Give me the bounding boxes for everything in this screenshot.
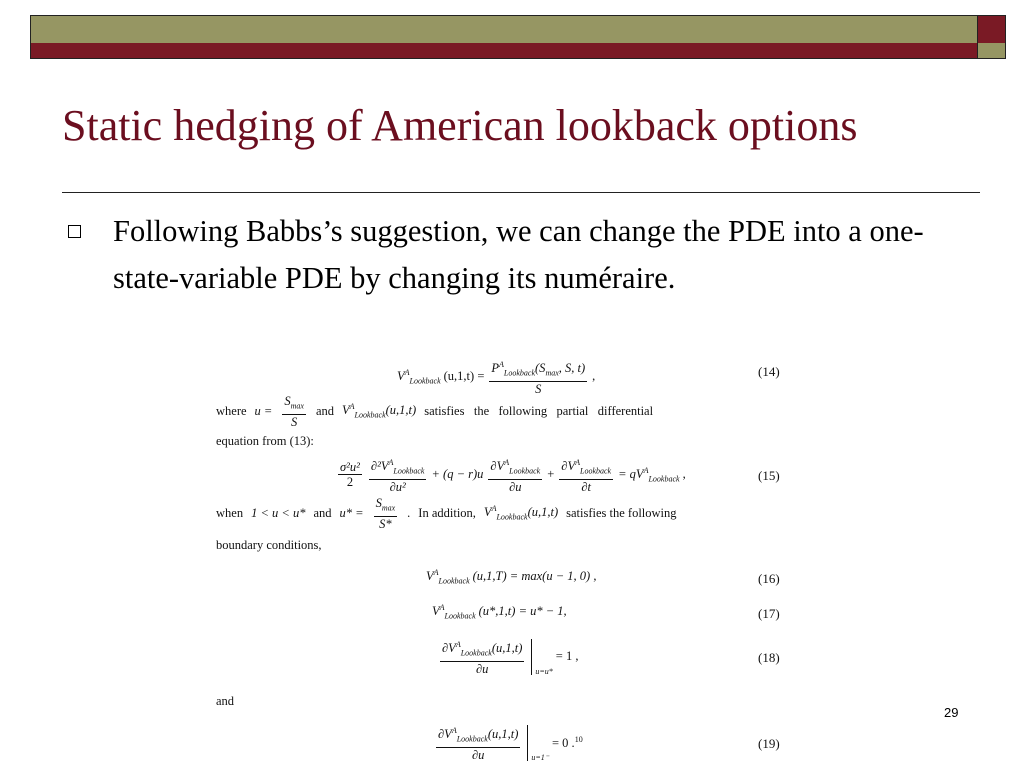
when-frac-num-symbol: S	[375, 496, 382, 510]
when-dot: .	[407, 505, 411, 520]
eq14-tail: ,	[592, 369, 596, 384]
eq19-rhs-text: = 0 .	[552, 735, 575, 750]
eq14-numerator	[489, 358, 587, 382]
header-bar-maroon	[30, 43, 978, 59]
when-fraction	[374, 496, 398, 531]
eq18-num-sub: Lookback	[460, 648, 492, 658]
eq15-frac1-num: σ²u²	[340, 460, 360, 475]
eq14-denominator: S	[535, 381, 542, 396]
eq15-tail: ,	[682, 467, 686, 482]
where-fraction	[282, 394, 306, 429]
page-number: 29	[944, 705, 959, 720]
where-rest: satisfies the following partial differential	[424, 403, 654, 418]
eq14-num-sub2: max	[545, 368, 559, 378]
eq15-frac1-den: 2	[346, 475, 354, 490]
bullet-text: Following Babbs’s suggestion, we can change the PDE into a one-state-variable PDE by changing its numéraire.	[113, 214, 924, 295]
eq19-eval-sub: u=1⁻	[531, 752, 549, 762]
when-v-symbol: V	[483, 505, 492, 520]
eq15-mid: + (q − r)u	[431, 467, 484, 482]
eq15-frac2-num-sub: Lookback	[393, 466, 425, 476]
equation-14	[397, 358, 595, 396]
eq16-tag: (16)	[758, 571, 780, 586]
eq15-tag: (15)	[758, 468, 780, 483]
when-frac-num-sub: max	[381, 503, 396, 513]
eq19-tag: (19)	[758, 736, 780, 751]
when-v-sup: A	[491, 504, 497, 514]
eq19-eval-bar	[527, 725, 528, 761]
eq18-tag: (18)	[758, 650, 780, 665]
eq18-num-symbol: ∂V	[442, 641, 456, 656]
eq15-frac3	[488, 456, 542, 494]
eq19-rhs	[552, 735, 583, 751]
eq18-num-sup: A	[455, 640, 461, 649]
eq14-num-args2: , S, t)	[558, 361, 586, 376]
eq14-lhs-sub: Lookback	[409, 376, 441, 386]
eq15-frac2	[369, 456, 427, 494]
eq18-eval-sub: u=u*	[535, 666, 553, 676]
eq15-rhs	[618, 466, 679, 484]
eq15-frac4-num	[559, 456, 613, 480]
eq15-frac3-num-sub: Lookback	[509, 466, 541, 476]
eq16-v	[426, 568, 470, 586]
eq18-fraction	[440, 638, 524, 676]
eq17-body: (u*,1,t) = u* − 1,	[478, 604, 567, 619]
eq14-num-symbol: P	[491, 361, 500, 376]
when-ustar: u* =	[339, 505, 364, 520]
equation-17	[432, 603, 567, 621]
eq14-num-sub: Lookback	[503, 368, 536, 378]
header-square-olive	[977, 43, 1006, 59]
eq18-eval-bar	[531, 639, 532, 675]
header-square-maroon	[977, 15, 1006, 45]
where-v-sub: Lookback	[354, 411, 386, 421]
eq15-frac3-num	[488, 456, 542, 480]
equation-16	[426, 568, 596, 586]
eq14-tag: (14)	[758, 364, 780, 379]
when-line	[216, 496, 677, 531]
eq19-num-args: (u,1,t)	[487, 727, 519, 742]
when-addition: In addition,	[418, 505, 476, 520]
when-v-sub: Lookback	[496, 513, 528, 523]
equation-18	[438, 638, 578, 676]
eq15-frac2-num	[369, 456, 427, 480]
eq16-v-sub: Lookback	[438, 576, 470, 586]
title-divider	[62, 192, 980, 193]
eq18-num-args: (u,1,t)	[491, 641, 523, 656]
eq19-num-sup: A	[451, 726, 457, 735]
eq19-num	[436, 724, 520, 748]
eq16-v-sup: A	[433, 568, 439, 577]
eq15-frac4	[559, 456, 613, 494]
where-v-symbol: V	[342, 403, 350, 418]
and-line: and	[216, 694, 235, 708]
eq19-num-sub: Lookback	[456, 734, 488, 744]
eq16-v-symbol: V	[426, 569, 434, 584]
where-v-sup: A	[349, 402, 355, 412]
eq17-v-symbol: V	[432, 604, 440, 619]
when-and: and	[313, 505, 332, 520]
eq15-frac4-num-sup: A	[575, 458, 580, 467]
where-v	[342, 402, 416, 420]
slide-title: Static hedging of American lookback options	[62, 101, 858, 150]
where-and: and	[315, 403, 334, 418]
eq15-frac4-num-sub: Lookback	[580, 466, 612, 476]
eq17-tag: (17)	[758, 606, 780, 621]
when-frac-den: S*	[379, 516, 392, 531]
eq15-frac3-den: ∂u	[509, 479, 522, 494]
eq16-body: (u,1,T) = max(u − 1, 0) ,	[472, 569, 597, 584]
header-bar-olive	[30, 15, 978, 45]
eq17-v	[432, 603, 476, 621]
eq15-rhs-symbol: = qV	[618, 467, 644, 482]
when-v-args: (u,1,t)	[527, 505, 559, 520]
when-rest: satisfies the following	[566, 505, 677, 520]
where-frac-num	[282, 394, 306, 415]
eq14-lhs-sup: A	[404, 368, 410, 377]
eq19-rhs-sup: 10	[574, 734, 583, 744]
when-v	[484, 504, 558, 522]
where-frac-num-sub: max	[290, 401, 304, 411]
where-v-args: (u,1,t)	[385, 403, 417, 418]
eq19-num-symbol: ∂V	[438, 727, 452, 742]
eq15-frac4-num-symbol: ∂V	[561, 459, 576, 474]
boundary-line: boundary conditions,	[216, 538, 322, 552]
where-u: u =	[254, 403, 273, 418]
eq15-frac3-num-sup: A	[504, 458, 510, 467]
when-inequality: 1 < u < u*	[251, 505, 306, 520]
equation-from-line: equation from (13):	[216, 434, 314, 448]
eq14-num-sup: A	[499, 360, 504, 369]
eq15-frac3-num-symbol: ∂V	[490, 459, 505, 474]
eq15-rhs-sub: Lookback	[648, 474, 680, 484]
eq14-lhs	[397, 368, 441, 386]
when-word: when	[216, 505, 244, 520]
eq19-fraction	[436, 724, 520, 762]
eq17-v-sup: A	[439, 603, 445, 612]
eq19-den: ∂u	[471, 747, 485, 762]
equation-19	[434, 724, 583, 762]
where-frac-num-symbol: S	[284, 394, 291, 408]
eq15-frac2-den: ∂u²	[389, 479, 406, 494]
where-line	[216, 394, 653, 429]
equation-15	[336, 456, 686, 494]
eq18-num	[440, 638, 524, 662]
eq14-fraction	[489, 358, 587, 396]
eq15-frac4-den: ∂t	[581, 479, 592, 494]
eq15-plus: +	[547, 467, 555, 482]
eq14-num-args: (S	[535, 361, 546, 376]
eq14-lhs-args: (u,1,t) =	[443, 369, 485, 384]
when-frac-num	[374, 496, 398, 517]
eq18-den: ∂u	[475, 661, 489, 676]
eq15-frac1	[338, 460, 362, 489]
eq14-lhs-symbol: V	[397, 369, 405, 384]
eq15-frac2-num-sup: A	[388, 458, 394, 467]
eq15-frac2-num-symbol: ∂²V	[370, 459, 389, 474]
eq15-rhs-sup: A	[643, 466, 649, 475]
eq17-v-sub: Lookback	[444, 611, 476, 621]
where-frac-den: S	[291, 414, 298, 429]
eq18-rhs: = 1 ,	[555, 649, 579, 664]
paper-excerpt	[214, 350, 794, 768]
where-word: where	[216, 403, 247, 418]
square-bullet-icon	[68, 225, 81, 238]
